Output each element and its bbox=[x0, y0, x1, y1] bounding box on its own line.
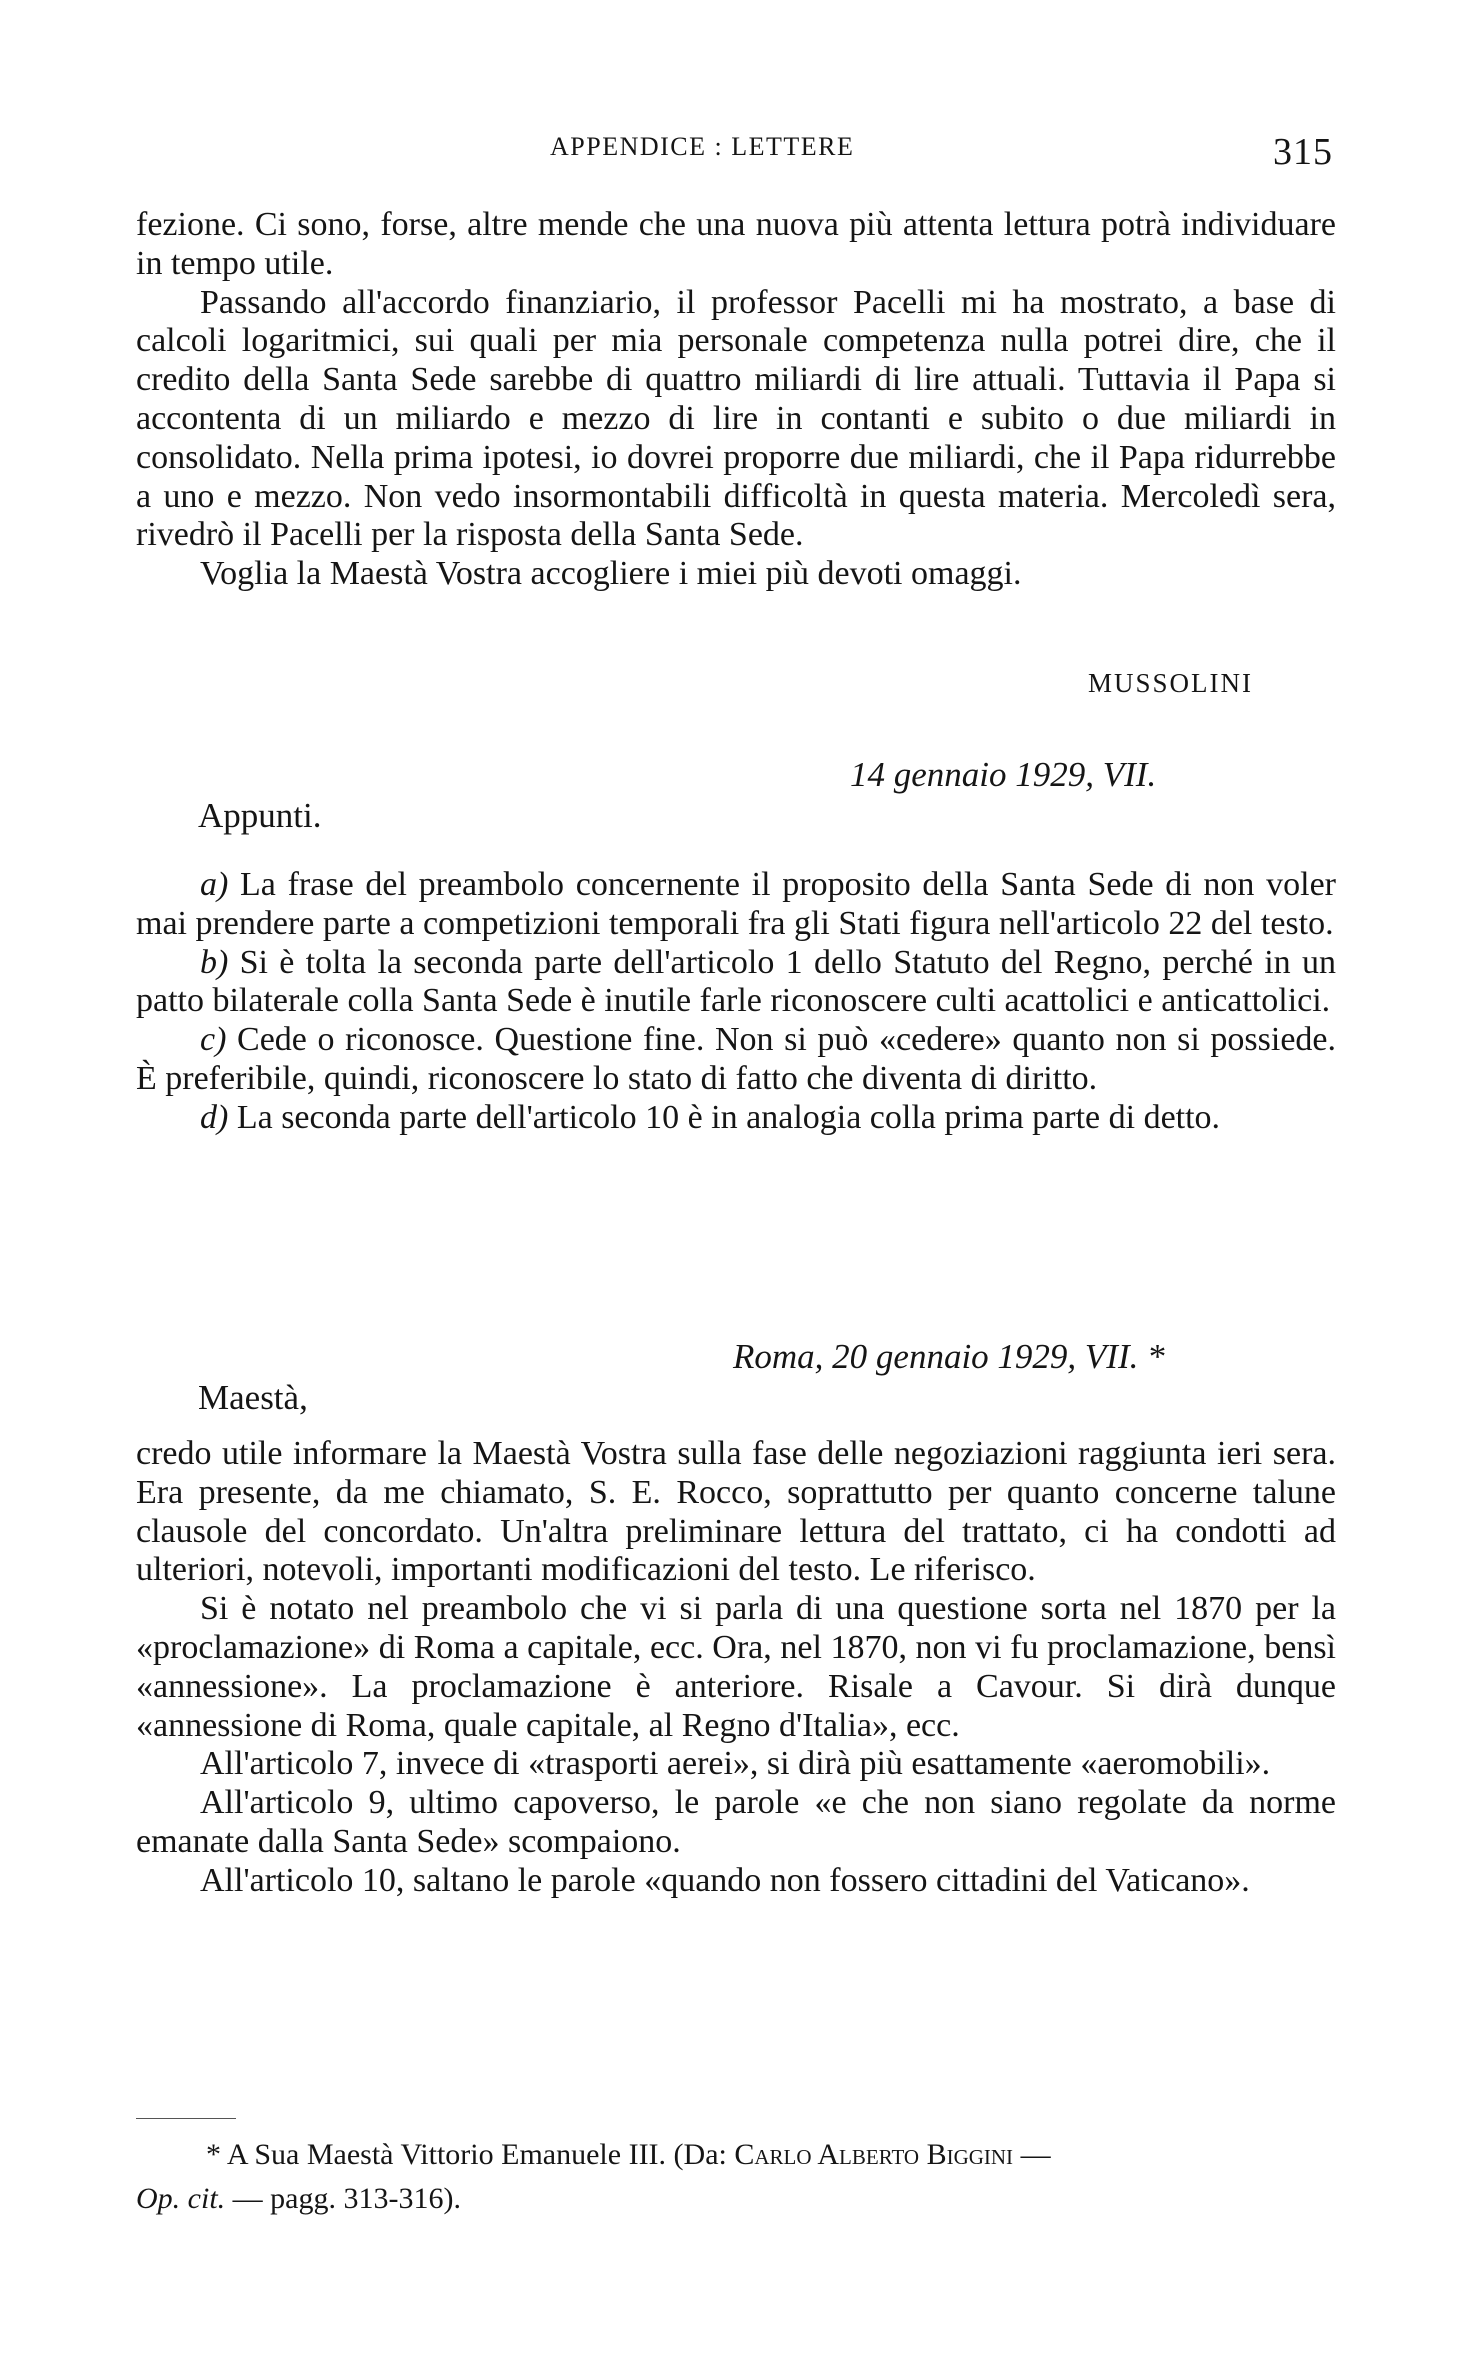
appunti-list bbox=[136, 866, 1336, 1138]
appunti-heading: Appunti. bbox=[198, 796, 322, 835]
footnote-rule bbox=[136, 2118, 236, 2119]
list-item bbox=[136, 1021, 1336, 1099]
item-marker: c) bbox=[200, 1021, 227, 1059]
page-number: 315 bbox=[1273, 131, 1333, 173]
paragraph: All'articolo 10, saltano le parole «quando non fossero cittadini del Vaticano». bbox=[200, 1861, 1250, 1899]
paragraph: fezione. Ci sono, forse, altre mende che una nuova più attenta lettura potrà individuare in tempo utile. bbox=[136, 206, 1336, 282]
letter-body bbox=[136, 1435, 1336, 1901]
item-marker: d) bbox=[200, 1098, 229, 1136]
paragraph: Passando all'accordo finanziario, il professor Pacelli mi ha mostrato, a base di calcoli logaritmici, sui quali per mia personale competenza nulla potrei dire, che il credito della Santa Sede sarebbe di quattro miliardi di lire attuali. Tuttavia il Papa si accontenta di un miliardo e mezzo di lire in contanti e subito o due miliardi in consolidato. Nella prima ipotesi, io dovrei proporre due miliardi, che il Papa ridurrebbe a uno e mezzo. Non vedo insormontabili difficoltà in questa materia. Mercoledì sera, rivedrò il Pacelli per la risposta della Santa Sede. bbox=[136, 283, 1336, 554]
footnote-work: Op. cit. bbox=[136, 2182, 226, 2215]
footnote-pages: — pagg. 313-316). bbox=[225, 2182, 461, 2215]
paragraph: All'articolo 9, ultimo capoverso, le parole «e che non siano regolate da norme emanate dalla Santa Sede» scompaiono. bbox=[136, 1784, 1336, 1860]
footnote-line bbox=[136, 2177, 1336, 2221]
paragraph: All'articolo 7, invece di «trasporti aerei», si dirà più esattamente «aeromobili». bbox=[200, 1745, 1271, 1783]
footnote-line bbox=[136, 2133, 1336, 2177]
item-marker: a) bbox=[200, 866, 229, 903]
list-item bbox=[136, 1099, 1336, 1138]
item-text: Si è tolta la seconda parte dell'articolo 1 dello Statuto del Regno, perché in un patto bilaterale colla Santa Sede è inutile farle riconoscere culti acattolici e anticattolici. bbox=[136, 943, 1336, 1020]
paragraph: Voglia la Maestà Vostra accogliere i miei più devoti omaggi. bbox=[200, 555, 1022, 593]
paragraph: Si è notato nel preambolo che vi si parla di una questione sorta nel 1870 per la «proclamazione» di Roma a capitale, ecc. Ora, nel 1870, non vi fu proclamazione, bensì «annessione». La proclamazione è anteriore. Risale a Cavour. Si dirà dunque «annessione di Roma, quale capitale, al Regno d'Italia», ecc. bbox=[136, 1590, 1336, 1744]
list-item bbox=[136, 866, 1336, 944]
paragraph: credo utile informare la Maestà Vostra sulla fase delle negoziazioni raggiunta ieri sera. Era presente, da me chiamato, S. E. Rocco, soprattutto per quanto concerne talune clausole del concordato. Un'altra preliminare lettura del trattato, ci ha condotti ad ulteriori, notevoli, importanti modificazioni del testo. Le riferisco. bbox=[136, 1435, 1336, 1589]
salutation: Maestà, bbox=[198, 1378, 308, 1417]
item-text: Cede o riconosce. Questione fine. Non si può «cedere» quanto non si possiede. È preferibile, quindi, riconoscere lo stato di fatto che diventa di diritto. bbox=[136, 1021, 1336, 1097]
footnote-lead: * A Sua Maestà Vittorio Emanuele III. (Da: bbox=[206, 2138, 735, 2171]
date-line: 14 gennaio 1929, VII. bbox=[850, 755, 1157, 794]
footnote-dash: — bbox=[1013, 2138, 1051, 2171]
list-item bbox=[136, 944, 1336, 1022]
footnote bbox=[136, 2133, 1336, 2221]
item-marker: b) bbox=[200, 943, 229, 981]
running-header: APPENDICE : LETTERE bbox=[550, 132, 855, 161]
letter-body bbox=[136, 206, 1336, 594]
footnote-author: Carlo Alberto Biggini bbox=[734, 2138, 1014, 2171]
item-text: La frase del preambolo concernente il proposito della Santa Sede di non voler mai prendere parte a competizioni temporali fra gli Stati figura nell'articolo 22 del testo. bbox=[136, 866, 1336, 942]
date-line: Roma, 20 gennaio 1929, VII. * bbox=[733, 1337, 1165, 1376]
item-text: La seconda parte dell'articolo 10 è in analogia colla prima parte di detto. bbox=[228, 1098, 1221, 1136]
signature: MUSSOLINI bbox=[1088, 668, 1254, 698]
